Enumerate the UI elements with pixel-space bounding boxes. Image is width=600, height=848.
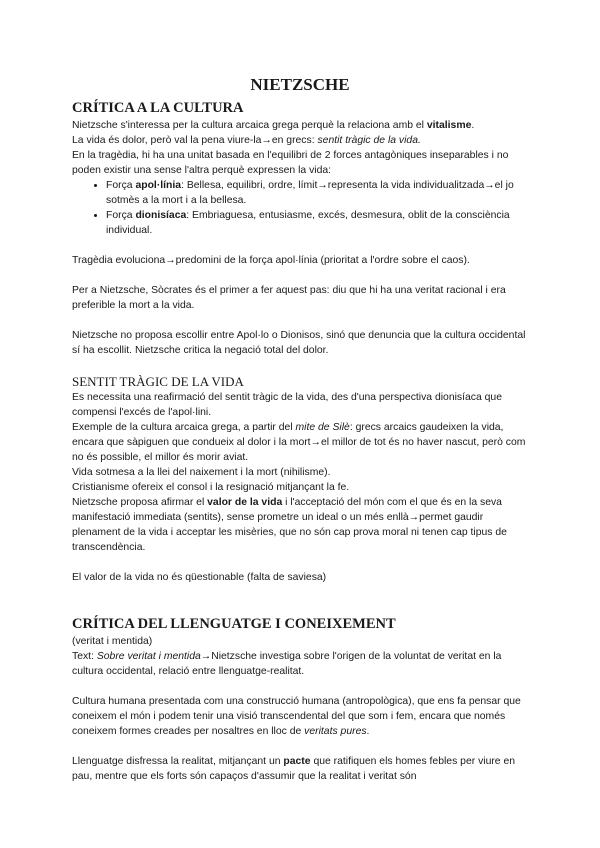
paragraph: Tragèdia evoluciona→predomini de la força apol·línia (prioritat a l'ordre sobre el caos). bbox=[72, 255, 470, 266]
paragraph: Llenguatge disfressa la realitat, mitjançant un pacte que ratifiquen els homes febles per viure en pau, mentre que els forts són capaços d'assumir que la realitat i veritat són bbox=[72, 756, 516, 782]
paragraph: Per a Nietzsche, Sòcrates és el primer a fer aquest pas: diu que hi ha una veritat racional i era preferible la mort a la vida. bbox=[72, 285, 506, 311]
page-title: NIETZSCHE bbox=[250, 75, 350, 94]
paragraph: Cristianisme ofereix el consol i la resignació mitjançant la fe. bbox=[72, 482, 350, 493]
paragraph: Exemple de la cultura arcaica grega, a partir del mite de Silè: grecs arcaics gaudeixen la vida, encara que sàpiguen que condueix al dolor i la mort→el millor de tot és no haver nascut, però com no és possible, el millor és morir aviat. bbox=[72, 422, 526, 463]
list-item: • Força apol·línia: Bellesa, equilibri, ordre, límit→representa la vida individualitzada→el jo sotmès a la mort i a la bellesa. bbox=[106, 178, 528, 208]
paragraph: Nietzsche s'interessa per la cultura arcaica grega perquè la relaciona amb el vitalisme. bbox=[72, 120, 475, 131]
paragraph: Es necessita una reafirmació del sentit tràgic de la vida, des d'una perspectiva dionisíaca que compensi l'excés de l'apol·lini. bbox=[72, 392, 502, 418]
list-item: • Força dionisíaca: Embriaguesa, entusiasme, excés, desmesura, oblit de la consciència individual. bbox=[106, 208, 528, 238]
paragraph: La vida és dolor, però val la pena viure-la→en grecs: sentit tràgic de la vida. bbox=[72, 135, 421, 146]
paragraph: Nietzsche proposa afirmar el valor de la vida i l'acceptació del món com el que és en la seva manifestació immediata (sentits), sense prometre un ideal o un més enllà→permet gaudir plenament de la vida i acceptar les misèries, que no són cap prova moral ni tenen cap tipus de transcendència. bbox=[72, 497, 507, 553]
paragraph: En la tragèdia, hi ha una unitat basada en l'equilibri de 2 forces antagòniques inseparables i no poden existir una sense l'altra perquè expressen la vida: bbox=[72, 150, 509, 176]
paragraph: Text: Sobre veritat i mentida→Nietzsche investiga sobre l'origen de la voluntat de veritat en la cultura occidental, relació entre llenguatge-realitat. bbox=[72, 651, 502, 677]
document-body bbox=[72, 74, 528, 784]
bullet-list bbox=[72, 178, 528, 238]
paragraph: Nietzsche no proposa escollir entre Apol·lo o Dionisos, sinó que denuncia que la cultura occidental sí ha escollit. Nietzsche critica la negació total del dolor. bbox=[72, 330, 526, 356]
section-heading-critica-cultura: CRÍTICA A LA CULTURA bbox=[72, 100, 244, 116]
paragraph: Cultura humana presentada com una construcció humana (antropològica), que ens fa pensar que coneixem el món i podem tenir una visió transcendental del que som i fem, encara que només coneixem formes creades per nosaltres en lloc de veritats pures. bbox=[72, 696, 521, 737]
section-heading-sentit-tragic: SENTIT TRÀGIC DE LA VIDA bbox=[72, 374, 244, 389]
section-heading-critica-llenguatge: CRÍTICA DEL LLENGUATGE I CONEIXEMENT bbox=[72, 616, 396, 632]
paragraph: El valor de la vida no és qüestionable (falta de saviesa) bbox=[72, 572, 327, 583]
paragraph: (veritat i mentida) bbox=[72, 636, 153, 647]
paragraph: Vida sotmesa a la llei del naixement i la mort (nihilisme). bbox=[72, 467, 331, 478]
